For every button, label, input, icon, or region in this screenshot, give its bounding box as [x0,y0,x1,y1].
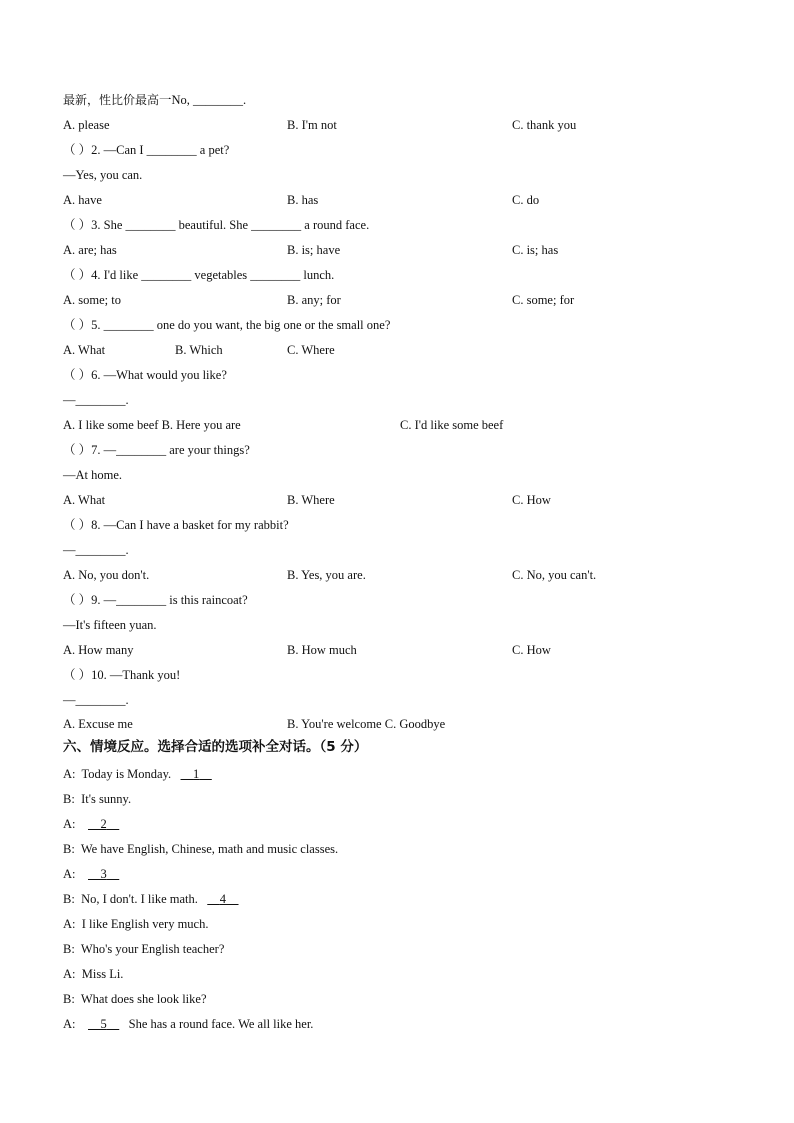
q1-option-b: B. I'm not [287,118,337,132]
q2-option-a: A. have [63,193,102,207]
q7-stem: （ ）7. —________ are your things? [63,443,250,457]
q4-option-b: B. any; for [287,293,341,307]
q5-option-c: C. Where [287,343,335,357]
q7-option-c: C. How [512,493,551,507]
q9-option-c: C. How [512,643,551,657]
dialogue-speaker: B: [63,792,75,806]
dialogue-speaker: A: [63,967,76,981]
answer-blank-5: 5 [100,1017,107,1031]
dialogue-speaker: A: [63,817,76,831]
dialogue-text: We have English, Chinese, math and music classes. [80,842,339,856]
dialogue-line-9 [63,966,123,982]
dialogue-text: Miss Li. [81,967,124,981]
q4-stem: （ ）4. I'd like ________ vegetables ________ lunch. [63,268,335,282]
dialogue-speaker: B: [63,992,75,1006]
q4-option-c: C. some; for [512,293,575,307]
header-text: 一No, ________. [159,93,247,107]
dialogue-speaker: B: [63,892,75,906]
dialogue-line-8 [63,941,224,957]
dialogue-text: I like English very much. [81,917,209,931]
dialogue-text: No, I don't. I like math. [81,892,198,906]
dialogue-text: What does she look like? [80,992,207,1006]
q5-option-b: B. Which [175,343,223,357]
q7-option-b: B. Where [287,493,335,507]
q6-option-ab: A. I like some beef B. Here you are [63,418,241,432]
q6-stem: （ ）6. —What would you like? [63,368,227,382]
dialogue-line-1 [63,766,212,782]
q8-stem: （ ）8. —Can I have a basket for my rabbit? [63,518,289,532]
q4-option-a: A. some; to [63,293,121,307]
answer-blank-3: 3 [100,867,107,881]
q8-option-a: A. No, you don't. [63,568,150,582]
q5-option-a: A. What [63,343,106,357]
dialogue-text: Today is Monday. [81,767,172,781]
dialogue-speaker: A: [63,1017,76,1031]
answer-blank-1: 1 [193,767,200,781]
q1-option-a: A. please [63,118,110,132]
q9-stem: （ ）9. —________ is this raincoat? [63,593,248,607]
dialogue-speaker: A: [63,917,76,931]
q10-reply: —________. [63,693,129,707]
q2-reply: —Yes, you can. [63,168,143,182]
dialogue-speaker: B: [63,942,75,956]
q10-stem: （ ）10. —Thank you! [63,668,181,682]
q5-stem: （ ）5. ________ one do you want, the big one or the small one? [63,318,391,332]
header-line [63,92,246,108]
q9-option-b: B. How much [287,643,357,657]
q2-option-b: B. has [287,193,319,207]
q8-option-c: C. No, you can't. [512,568,597,582]
q2-option-c: C. do [512,193,540,207]
q7-reply: —At home. [63,468,123,482]
q6-reply: —________. [63,393,129,407]
dialogue-speaker: A: [63,767,76,781]
q9-reply: —It's fifteen yuan. [63,618,157,632]
dialogue-line-10 [63,991,207,1007]
dialogue-line-5 [63,866,119,882]
dialogue-line-4 [63,841,338,857]
q3-option-c: C. is; has [512,243,559,257]
section-6-title: 六、情境反应。选择合适的选项补全对话。（5 分） [63,739,368,755]
dialogue-text: She has a round face. We all like her. [128,1017,314,1031]
answer-blank-4: 4 [219,892,227,906]
dialogue-line-3 [63,816,119,832]
q3-stem: （ ）3. She ________ beautiful. She ________ a round face. [63,218,370,232]
dialogue-text: Who's your English teacher? [80,942,225,956]
q3-option-a: A. are; has [63,243,117,257]
dialogue-speaker: B: [63,842,75,856]
header-prefix: 最新，性比价最高 [63,93,160,107]
q1-option-c: C. thank you [512,118,577,132]
q6-option-c: C. I'd like some beef [400,418,504,432]
dialogue-text: It's sunny. [81,792,132,806]
dialogue-line-2 [63,791,131,807]
dialogue-line-7 [63,916,208,932]
answer-blank-2: 2 [100,817,107,831]
q10-option-a: A. Excuse me [63,717,133,731]
q8-reply: —________. [63,543,129,557]
q8-option-b: B. Yes, you are. [287,568,366,582]
dialogue-speaker: A: [63,867,76,881]
q2-stem: （ ）2. —Can I ________ a pet? [63,143,230,157]
q7-option-a: A. What [63,493,106,507]
dialogue-line-11 [63,1016,313,1032]
q10-option-bc: B. You're welcome C. Goodbye [287,717,446,731]
dialogue-line-6 [63,891,239,907]
q3-option-b: B. is; have [287,243,341,257]
q9-option-a: A. How many [63,643,134,657]
